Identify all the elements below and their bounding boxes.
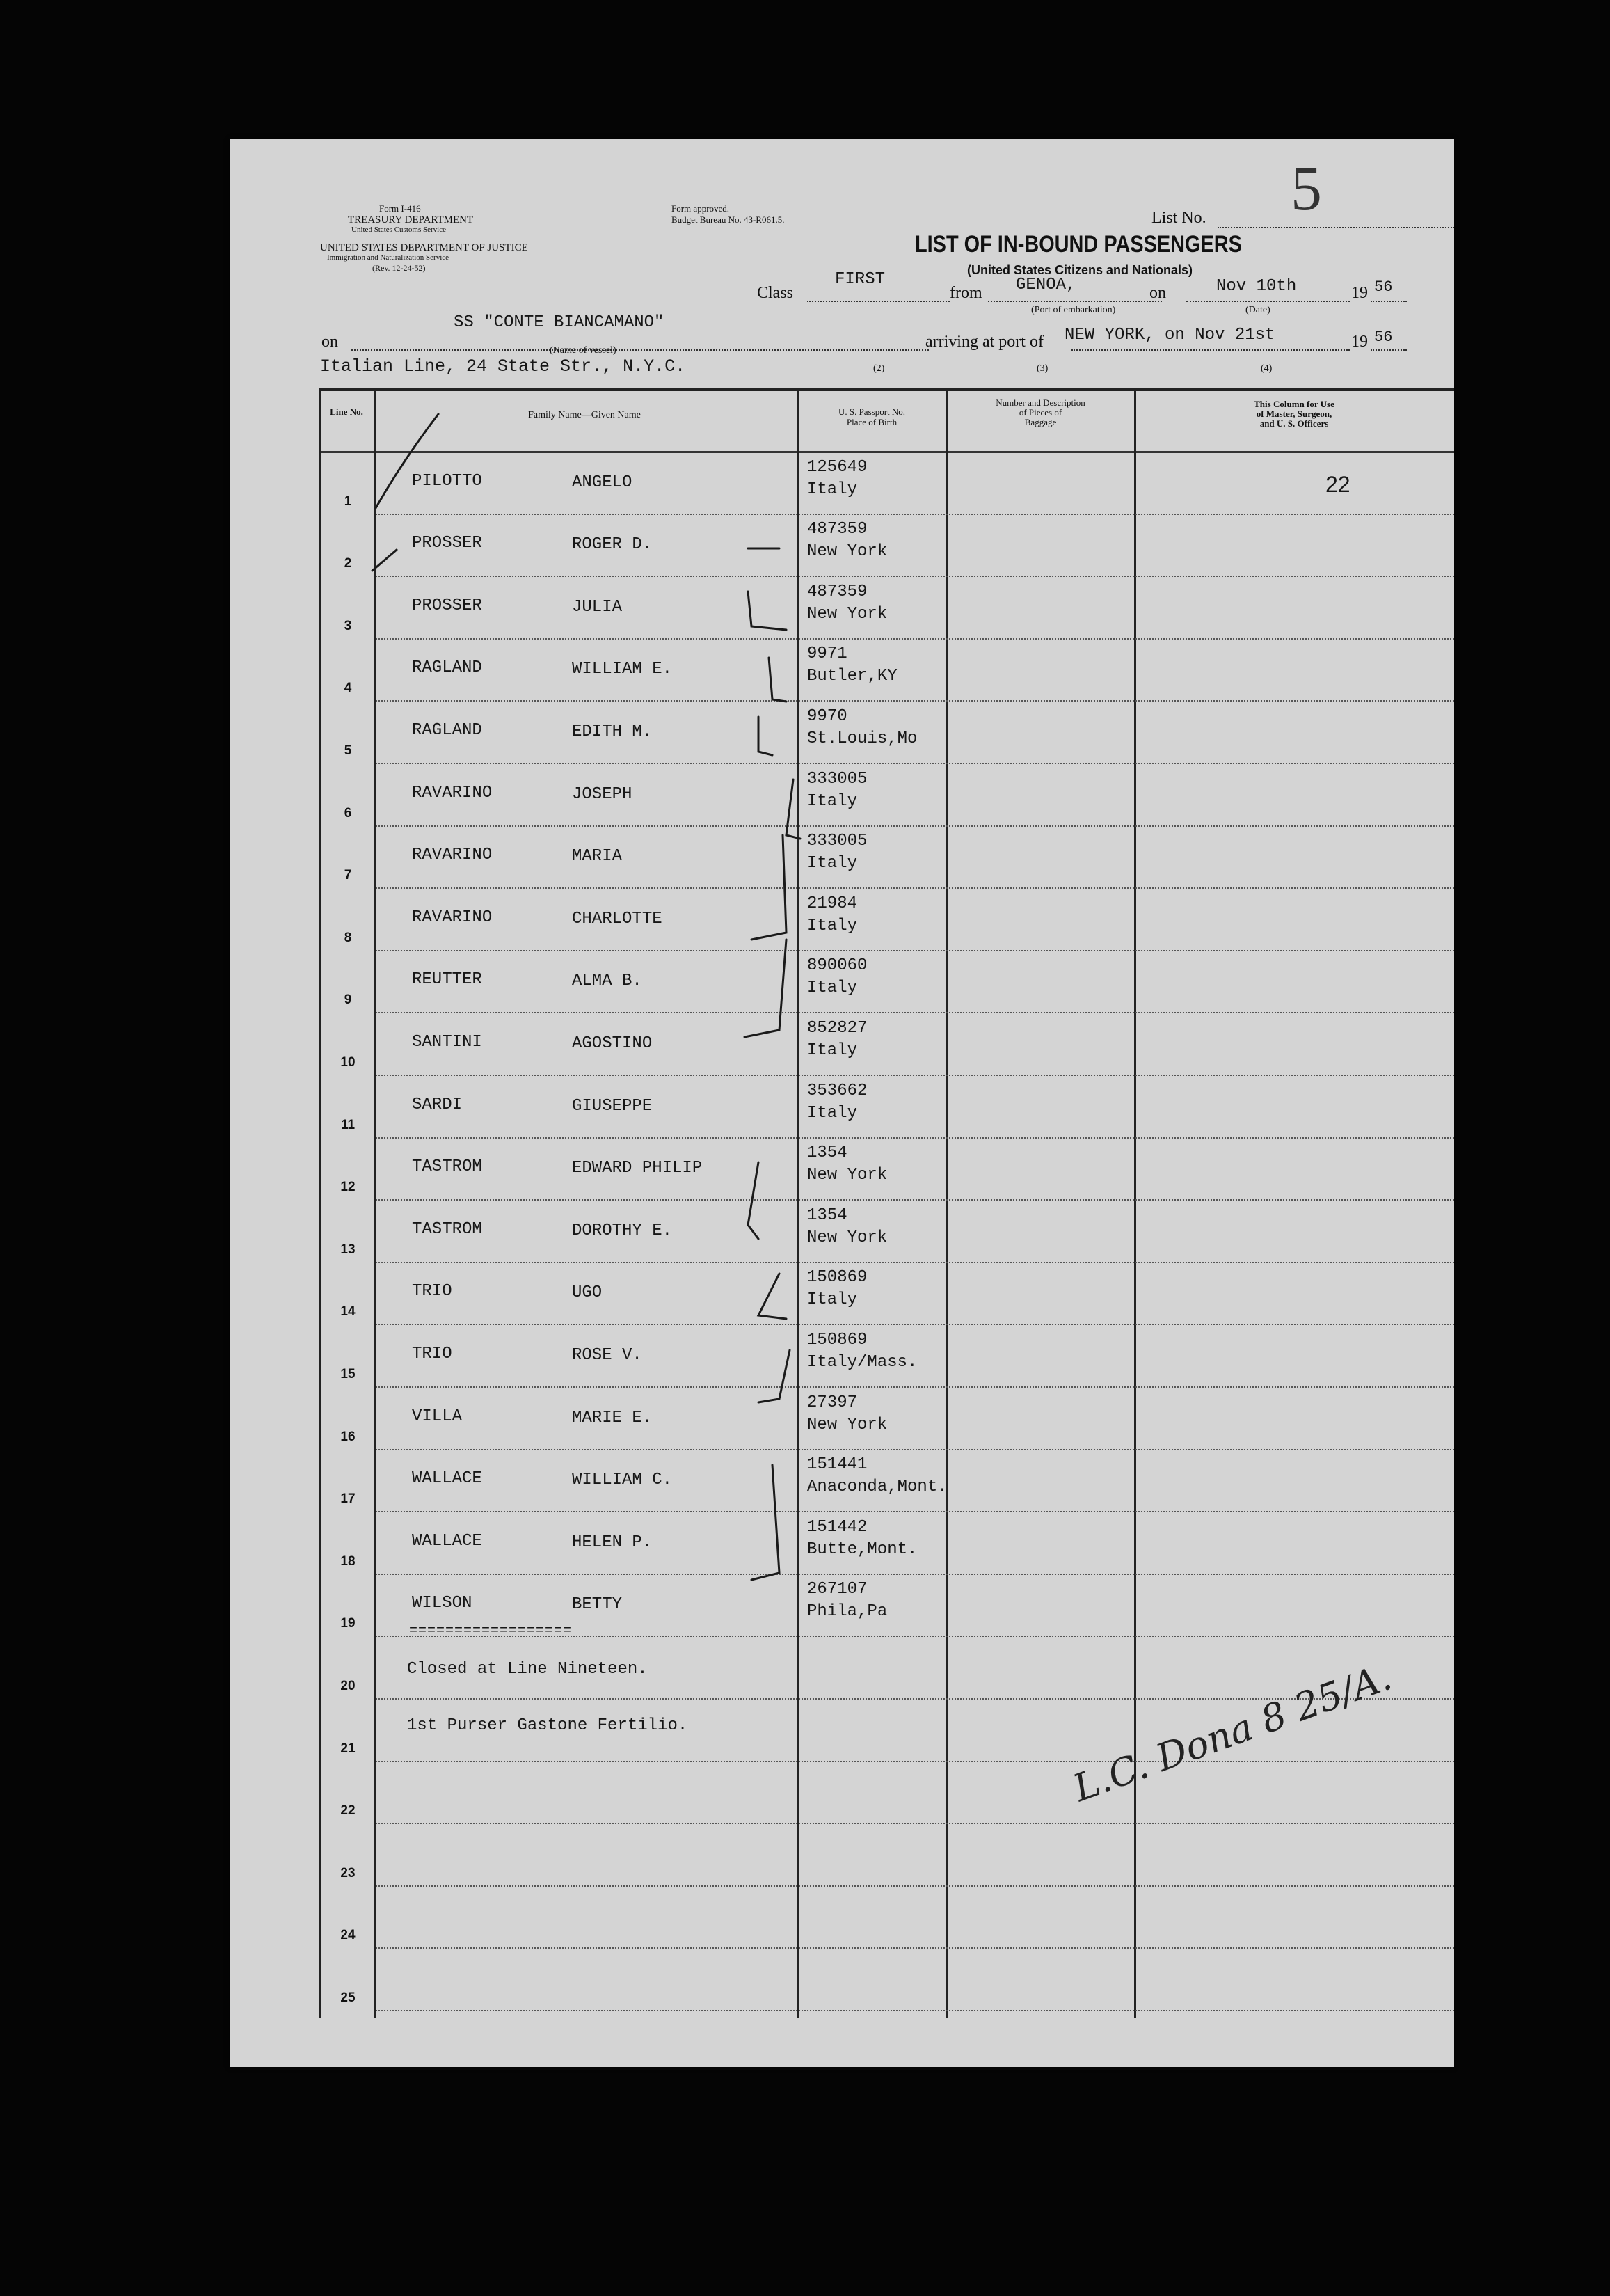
form-approved: Form approved. [671, 203, 730, 214]
table-row [230, 764, 1454, 827]
ins-service: Immigration and Naturalization Service [327, 253, 449, 262]
family-name: PROSSER [412, 534, 482, 553]
line-number: 13 [340, 1242, 356, 1257]
closed-note: Closed at Line Nineteen. [407, 1660, 648, 1679]
passport-number: 333005 [807, 832, 868, 851]
line-number: 20 [340, 1678, 356, 1693]
manifest-sheet: Form I-416 TREASURY DEPARTMENT United States Customs Service UNITED STATES DEPARTMENT OF JUSTICE Immigration and Naturalization Service (Rev. 12-24-52) Form approved. Budget Bureau No. 43-R061.5. List No. 5 LIST OF IN-BOUND PASSENGERS (United States Citizens and Nationals) Class FIRST from GENOA, on Nov 10th 19 56 (Port of embarkation) (Date) on SS "CONTE BIANCAMANO" arriving at port of NEW YORK, on Nov 21st 19 56 (Name of vessel) Italian Line, 24 State Str., N.Y.C. (2) (3) (4) Line No. Family Name—Given Name U. S. Passport No. Place of Birth Number and Description of Pieces of Baggage This Column for Use of Master, Surgeon, and U. S. Officers 1 PILOTTO ANGELO 125649 Italy 22 2 PROSSER ROGER D. 487359 New York 3 PROSSER JULIA 487359 New York 4 RAGLAND WILLIAM E. 9971 Butler,KY 5 RAGLAND EDITH M. 9970 St.Louis,Mo 6 RAVARINO JOSEPH 333005 Italy 7 RAVARINO MARIA 333005 Italy 8 RAVARINO CHARLOTTE 21984 Italy 9 REUTTER ALMA B. 890060 Italy 10 SANTINI AGOSTINO 852827 Italy 11 SARDI GIUSEPPE 353662 Italy 12 TASTROM EDWARD PHILIP 1354 New York 13 TASTROM DOROTHY E. 1354 New York 14 TRIO UGO 150869 Italy 15 TRIO ROSE V. 150869 Italy/Mass. 16 VILLA MARIE E. 27397 New York 17 WALLACE WILLIAM C. 151441 Anaconda,Mont. 18 WALLACE HELEN P. 151442 Butte,Mont. 19 WILSON BETTY 267107 Phila,Pa 20 21 22 23 24 25 ================== Closed at Line Nineteen. 1st Purser Gastone Fertilio. L.C. Dona 8 25/A. [230, 139, 1454, 2067]
table-row [230, 452, 1454, 515]
passport-number: 151442 [807, 1517, 868, 1537]
port-caption: (Port of embarkation) [1031, 305, 1116, 315]
vessel-caption: (Name of vessel) [550, 345, 616, 356]
family-name: WALLACE [412, 1469, 482, 1489]
col-caption-2: (2) [873, 363, 885, 374]
line-number: 24 [340, 1928, 356, 1943]
arrival-info: NEW YORK, on Nov 21st [1065, 326, 1275, 345]
passport-number: 487359 [807, 520, 868, 539]
line-number: 25 [340, 1990, 356, 2005]
passport-number: 890060 [807, 956, 868, 976]
place-of-birth: Anaconda,Mont. [807, 1478, 948, 1497]
customs-service: United States Customs Service [351, 225, 446, 234]
place-of-birth: New York [807, 542, 888, 562]
passport-number: 125649 [807, 457, 868, 477]
on2-label: on [321, 333, 338, 351]
given-name: AGOSTINO [572, 1034, 653, 1053]
list-no-value: 5 [1291, 155, 1322, 223]
passport-number: 267107 [807, 1580, 868, 1599]
line-number: 1 [344, 493, 352, 509]
passport-number: 151441 [807, 1455, 868, 1475]
place-of-birth: Italy [807, 480, 858, 499]
table-row [230, 1201, 1454, 1263]
line-number: 4 [344, 681, 352, 696]
col-header-name: Family Name—Given Name [528, 410, 641, 420]
table-row [230, 889, 1454, 951]
table-row [230, 1076, 1454, 1139]
table-row [230, 1139, 1454, 1201]
given-name: BETTY [572, 1595, 623, 1615]
family-name: RAVARINO [412, 908, 493, 927]
arrival-year: 56 [1374, 328, 1393, 346]
line-address: Italian Line, 24 State Str., N.Y.C. [320, 356, 686, 377]
table-row [230, 1450, 1454, 1513]
table-row [230, 951, 1454, 1014]
given-name: ROSE V. [572, 1345, 642, 1365]
closing-separator: ================== [409, 1623, 573, 1639]
given-name: ALMA B. [572, 972, 642, 991]
officer-note: 22 [1325, 471, 1350, 497]
revision: (Rev. 12-24-52) [372, 263, 426, 273]
line-number: 23 [340, 1865, 356, 1881]
passport-number: 9970 [807, 706, 847, 726]
given-name: ROGER D. [572, 535, 653, 555]
table-row [230, 702, 1454, 764]
class-value: FIRST [835, 270, 886, 289]
passport-number: 1354 [807, 1143, 847, 1163]
line-number: 14 [340, 1304, 356, 1320]
page-subtitle: (United States Citizens and Nationals) [967, 263, 1193, 277]
official-signature: L.C. Dona 8 25/A. [1067, 1654, 1398, 1811]
table-row [230, 515, 1454, 578]
family-name: PILOTTO [412, 471, 482, 491]
place-of-birth: Italy [807, 979, 858, 998]
line-number: 2 [344, 556, 352, 571]
given-name: WILLIAM E. [572, 660, 673, 679]
place-of-birth: Italy/Mass. [807, 1352, 918, 1372]
line-number: 19 [340, 1616, 356, 1631]
table-row [230, 1325, 1454, 1388]
place-of-birth: Italy [807, 854, 858, 873]
place-of-birth: Butte,Mont. [807, 1539, 918, 1559]
place-of-birth: Butler,KY [807, 667, 898, 686]
family-name: TASTROM [412, 1157, 482, 1177]
given-name: EDITH M. [572, 722, 653, 741]
given-name: ANGELO [572, 473, 632, 492]
form-number: Form I-416 [379, 203, 421, 214]
year-prefix-1: 19 [1351, 284, 1368, 302]
given-name: MARIE E. [572, 1408, 653, 1427]
table-row [230, 827, 1454, 889]
line-number: 11 [340, 1117, 356, 1132]
given-name: WILLIAM C. [572, 1471, 673, 1490]
place-of-birth: Phila,Pa [807, 1602, 888, 1622]
line-number: 21 [340, 1741, 356, 1756]
given-name: JOSEPH [572, 784, 632, 804]
table-row [230, 1388, 1454, 1450]
from-label: from [950, 284, 982, 302]
table-row [230, 1263, 1454, 1326]
ship-name: SS "CONTE BIANCAMANO" [454, 313, 664, 332]
family-name: WILSON [412, 1594, 472, 1613]
family-name: RAGLAND [412, 720, 482, 740]
departure-date: Nov 10th [1216, 277, 1297, 296]
table-row [230, 1512, 1454, 1575]
given-name: DOROTHY E. [572, 1221, 673, 1240]
family-name: PROSSER [412, 596, 482, 615]
departure-year: 56 [1374, 278, 1393, 296]
line-number: 16 [340, 1429, 356, 1444]
place-of-birth: Italy [807, 791, 858, 811]
given-name: MARIA [572, 847, 623, 866]
place-of-birth: Italy [807, 1103, 858, 1123]
line-number: 9 [344, 992, 352, 1008]
passport-number: 353662 [807, 1081, 868, 1100]
line-number: 8 [344, 930, 352, 945]
passport-number: 150869 [807, 1330, 868, 1349]
passport-number: 852827 [807, 1018, 868, 1038]
place-of-birth: New York [807, 604, 888, 624]
place-of-birth: New York [807, 1415, 888, 1434]
family-name: SARDI [412, 1095, 463, 1114]
list-no-label: List No. [1151, 209, 1206, 227]
col-caption-4: (4) [1261, 363, 1273, 374]
passport-number: 9971 [807, 644, 847, 664]
family-name: WALLACE [412, 1531, 482, 1551]
col-caption-3: (3) [1037, 363, 1049, 374]
table-row [230, 1949, 1454, 2011]
family-name: REUTTER [412, 970, 482, 990]
family-name: RAGLAND [412, 658, 482, 678]
passport-number: 21984 [807, 894, 858, 913]
justice-dept: UNITED STATES DEPARTMENT OF JUSTICE [320, 242, 528, 253]
line-number: 10 [340, 1054, 356, 1070]
place-of-birth: New York [807, 1228, 888, 1247]
family-name: SANTINI [412, 1032, 482, 1052]
given-name: GIUSEPPE [572, 1096, 653, 1116]
given-name: UGO [572, 1283, 603, 1303]
table-row [230, 1824, 1454, 1887]
col-header-line-no: Line No. [330, 406, 363, 417]
given-name: JULIA [572, 597, 623, 617]
line-number: 12 [340, 1180, 356, 1195]
line-number: 6 [344, 805, 352, 821]
table-row [230, 640, 1454, 702]
family-name: TRIO [412, 1344, 452, 1363]
line-number: 3 [344, 618, 352, 633]
purser-note: 1st Purser Gastone Fertilio. [407, 1716, 688, 1735]
page-title: LIST OF IN-BOUND PASSENGERS [915, 231, 1242, 258]
family-name: TASTROM [412, 1219, 482, 1239]
passport-number: 27397 [807, 1393, 858, 1412]
line-number: 15 [340, 1366, 356, 1381]
line-number: 17 [340, 1491, 356, 1507]
line-number: 7 [344, 868, 352, 883]
table-row [230, 1762, 1454, 1825]
from-value: GENOA, [1016, 276, 1076, 294]
given-name: EDWARD PHILIP [572, 1159, 703, 1178]
family-name: TRIO [412, 1282, 452, 1301]
place-of-birth: Italy [807, 916, 858, 935]
place-of-birth: Italy [807, 1290, 858, 1310]
passport-number: 487359 [807, 582, 868, 601]
line-number: 5 [344, 743, 352, 758]
place-of-birth: Italy [807, 1040, 858, 1060]
arriving-label: arriving at port of [925, 333, 1044, 351]
line-number: 18 [340, 1553, 356, 1569]
family-name: RAVARINO [412, 783, 493, 802]
place-of-birth: New York [807, 1166, 888, 1185]
family-name: VILLA [412, 1407, 463, 1426]
table-row [230, 1013, 1454, 1076]
treasury-dept: TREASURY DEPARTMENT [348, 214, 474, 225]
budget-bureau: Budget Bureau No. 43-R061.5. [671, 214, 785, 225]
place-of-birth: St.Louis,Mo [807, 729, 918, 748]
family-name: RAVARINO [412, 846, 493, 865]
class-label: Class [757, 284, 794, 302]
table-row [230, 1887, 1454, 1949]
year-prefix-2: 19 [1351, 333, 1368, 351]
on-label: on [1149, 284, 1166, 302]
line-number: 22 [340, 1803, 356, 1819]
date-caption: (Date) [1245, 305, 1270, 315]
passport-number: 1354 [807, 1205, 847, 1225]
given-name: HELEN P. [572, 1533, 653, 1552]
table-row [230, 577, 1454, 640]
given-name: CHARLOTTE [572, 909, 662, 928]
passport-number: 333005 [807, 769, 868, 789]
passport-number: 150869 [807, 1268, 868, 1288]
